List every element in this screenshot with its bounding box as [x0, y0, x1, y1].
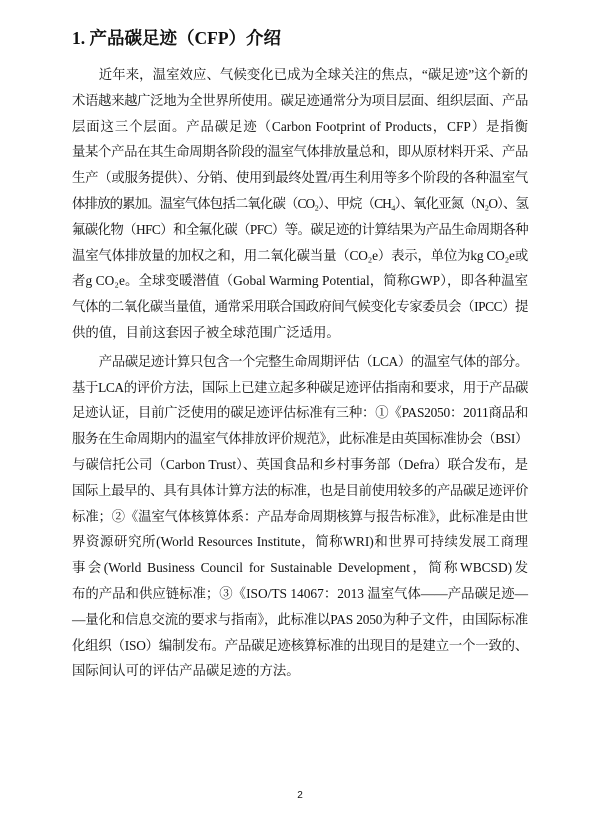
body-text-line: 基于LCA的评价方法，国际上已建立起多种碳足迹评估指南和要求，用于产品碳	[72, 379, 528, 395]
body-text-line: 服务在生命周期内的温室气体排放评价规范》，此标准是由英国标准协会（BSI）	[72, 431, 528, 447]
page-number: 2	[297, 790, 303, 801]
body-text-line: 化组织（ISO）编制发布。产品碳足迹核算标准的出现目的是建立一个一致的、	[72, 637, 528, 653]
body-text-line: 标准；②《温室气体核算体系：产品寿命周期核算与报告标准》，此标准是由世	[72, 508, 528, 524]
body-text-line: 界资源研究所(World Resources Institute，简称WRI)和世界可持续发展工商理	[72, 534, 528, 550]
body-text-line: 术语越来越广泛地为全世界所使用。碳足迹通常分为项目层面、组织层面、产品	[72, 92, 528, 108]
body-text-line: 国际上最早的、具有具体计算方法的标准，也是目前使用较多的产品碳足迹评价	[72, 482, 528, 498]
body-text-line: 布的产品和供应链标准；③《ISO/TS 14067：2013 温室气体——产品碳足迹—	[72, 585, 529, 601]
body-text-line: 层面这三个层面。产品碳足迹（Carbon Footprint of Products，CFP）是指衡	[72, 118, 528, 134]
body-text-line: 与碳信托公司（Carbon Trust）、英国食品和乡村事务部（Defra）联合发布，是	[72, 456, 528, 472]
body-text	[72, 62, 528, 684]
body-text-line: 体排放的累加。温室气体包括二氧化碳（CO₂）、甲烷（CH₄）、氧化亚氮（N₂O）、氢	[72, 195, 528, 211]
body-text-line: —量化和信息交流的要求与指南》，此标准以PAS 2050为种子文件，由国际标准	[72, 611, 528, 627]
body-text-line: 量某个产品在其生命周期各阶段的温室气体排放量总和，即从原材料开采、产品	[72, 144, 528, 160]
body-text-line: 事会(World Business Council for Sustainable Development，简称WBCSD)发	[72, 560, 528, 576]
body-text-line: 国际间认可的评估产品碳足迹的方法。	[72, 663, 300, 679]
body-text-line: 温室气体排放量的加权之和，用二氧化碳当量（CO₂e）表示，单位为kg CO₂e或	[72, 247, 528, 263]
body-text-line: 足迹认证，目前广泛使用的碳足迹评估标准有三种：①《PAS2050：2011商品和	[72, 405, 528, 421]
body-text-line: 氟碳化物（HFC）和全氟化碳（PFC）等。碳足迹的计算结果为产品生命周期各种	[72, 221, 528, 237]
paragraph-carbon-footprint-intro	[72, 62, 528, 346]
body-text-line: 供的值，目前这套因子被全球范围广泛适用。	[72, 324, 340, 340]
body-text-line: 产品碳足迹计算只包含一个完整生命周期评估（LCA）的温室气体的部分。	[98, 353, 528, 369]
body-text-line: 生产（或服务提供）、分销、使用到最终处置/再生利用等多个阶段的各种温室气	[72, 170, 528, 186]
body-text-line: 近年来，温室效应、气候变化已成为全球关注的焦点，“碳足迹”这个新的	[98, 67, 528, 82]
body-text-line: 气体的二氧化碳当量值，通常采用联合国政府间气候变化专家委员会（IPCC）提	[72, 299, 528, 315]
section-heading: 1. 产品碳足迹（CFP）介绍	[72, 28, 282, 48]
paragraph-assessment-standards	[72, 349, 528, 684]
body-text-line: 者g CO₂e。全球变暖潜值（Gobal Warming Potential，简称GWP），即各种温室	[72, 273, 528, 289]
